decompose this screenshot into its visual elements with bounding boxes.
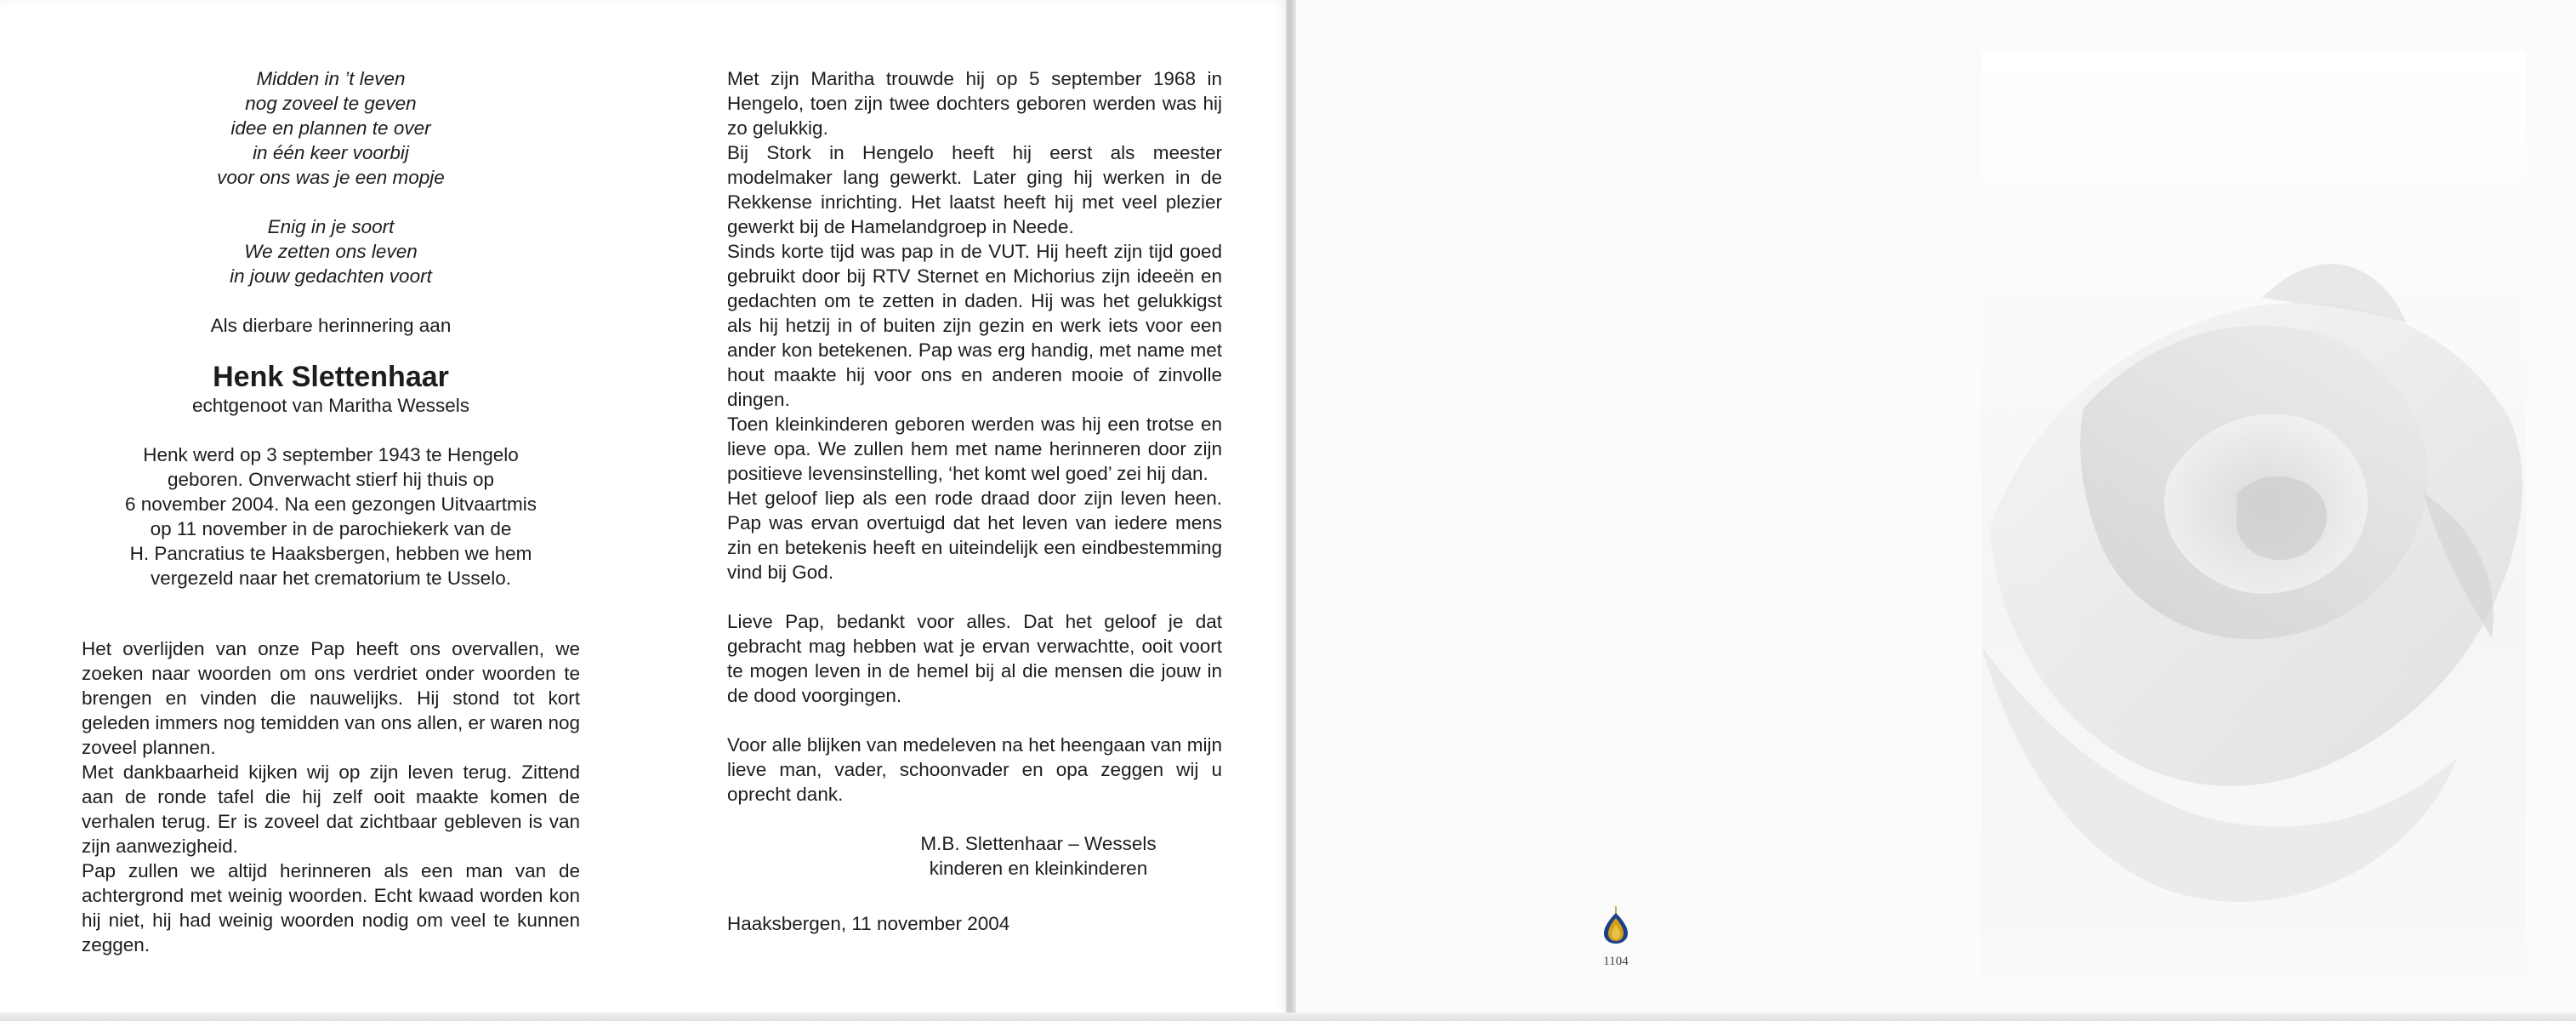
life-paragraph: Bij Stork in Hengelo heeft hij eerst als meester modelmaker lang gewerkt. Later ging hij werken in de Rekkense inrichting. Het laatst heeft hij met veel plezier gewerkt bij de Hamelandgroep in Neede. [727, 142, 1222, 237]
logo-code: 1104 [1603, 955, 1629, 968]
life-paragraph: Toen kleinkinderen geboren werden was hij een trotse en lieve opa. We zullen hem met name herinneren door zijn positieve levensinstelling, ‘het komt wel goed’ zei hij dan. [727, 414, 1222, 484]
tribute-paragraph: Met dankbaarheid kijken wij op zijn leven terug. Zittend aan de ronde tafel die hij zelf ooit maakte komen de verhalen terug. Er is zoveel dat zichtbaar gebleven is van zijn aanwezigheid. [82, 761, 580, 857]
poem-line: Enig in je soort [267, 216, 395, 237]
signature-family: kinderen en kleinkinderen [929, 858, 1148, 879]
thanks-text [727, 733, 1222, 807]
card-bottom-edge [0, 1012, 2576, 1021]
card-fold [1286, 0, 1296, 1021]
tribute-text [82, 636, 580, 957]
poem-line: We zetten ons leven [244, 241, 418, 262]
poem [82, 66, 580, 288]
tribute-paragraph: Het overlijden van onze Pap heeft ons overvallen, we zoeken naar woorden om ons verdriet onder woorden te brengen en vinden die nauwelijks. Hij stond tot kort geleden immers nog temidden van ons allen, er waren nog zoveel plannen. [82, 638, 580, 758]
signature-name: M.B. Slettenhaar – Wessels [920, 833, 1157, 854]
rose-icon [1982, 51, 2526, 977]
publisher-logo [1589, 906, 1643, 969]
thanks-paragraph: Voor alle blijken van medeleven na het heengaan van mijn lieve man, vader, schoonvader en opa zeggen wij u oprecht dank. [727, 734, 1222, 805]
right-column [727, 66, 1222, 936]
intro-line: Als dierbare herinnering aan [210, 315, 452, 336]
bio-line: H. Pancratius te Haaksbergen, hebben we hem [129, 543, 532, 564]
poem-line: in jouw gedachten voort [230, 265, 432, 287]
farewell-text [727, 609, 1222, 708]
bio-line: vergezeld naar het crematorium te Usselo. [151, 568, 511, 589]
bio-line: 6 november 2004. Na een gezongen Uitvaartmis [124, 493, 537, 515]
life-paragraph: Met zijn Maritha trouwde hij op 5 september 1968 in Hengelo, toen zijn twee dochters geboren werden was hij zo gelukkig. [727, 68, 1222, 139]
biography [82, 442, 580, 590]
poem-line: voor ons was je een mopje [217, 167, 445, 188]
poem-line: Midden in ’t leven [256, 68, 406, 89]
tribute-paragraph: Pap zullen we altijd herinneren als een man van de achtergrond met weinig woorden. Echt kwaad worden kon hij niet, hij had weinig woorden nodig om veel te kunnen zeggen. [82, 860, 580, 955]
bio-line: op 11 november in de parochiekerk van de [150, 518, 512, 539]
place-date: Haaksbergen, 11 november 2004 [727, 913, 1010, 934]
bio-line: Henk werd op 3 september 1943 te Hengelo [143, 444, 519, 465]
poem-line: idee en plannen te over [230, 117, 431, 139]
poem-line: in één keer voorbij [253, 142, 409, 163]
rose-image [1982, 51, 2526, 977]
spouse-line: echtgenoot van Maritha Wessels [191, 395, 469, 416]
life-paragraph: Het geloof liep als een rode draad door zijn leven heen. Pap was ervan overtuigd dat het leven van iedere mens zin en betekenis heeft en uiteindelijk een eindbestemming vind bij God. [727, 488, 1222, 583]
farewell-paragraph: Lieve Pap, bedankt voor alles. Dat het geloof je dat gebracht mag hebben wat je ervan verwachtte, ooit voort te mogen leven in de hemel bij al die mensen die jouw in de dood voorgingen. [727, 611, 1222, 706]
flame-drop-icon [1599, 906, 1633, 945]
deceased-name: Henk Slettenhaar [213, 361, 449, 393]
life-story [727, 66, 1222, 585]
life-paragraph: Sinds korte tijd was pap in de VUT. Hij heeft zijn tijd goed gebruikt door bij RTV Sternet en Michorius zijn ideeën en gedachten om te zetten in daden. Hij was het gelukkigst als hij hetzij in of buiten zijn gezin en werk iets voor een ander kon betekenen. Pap was erg handig, met name met hout maakte hij voor ons en anderen mooie of zinvolle dingen. [727, 241, 1222, 410]
signature [727, 831, 1222, 881]
bio-line: geboren. Onverwacht stierf hij thuis op [168, 469, 494, 490]
left-column [82, 66, 580, 957]
poem-line: nog zoveel te geven [245, 93, 417, 114]
